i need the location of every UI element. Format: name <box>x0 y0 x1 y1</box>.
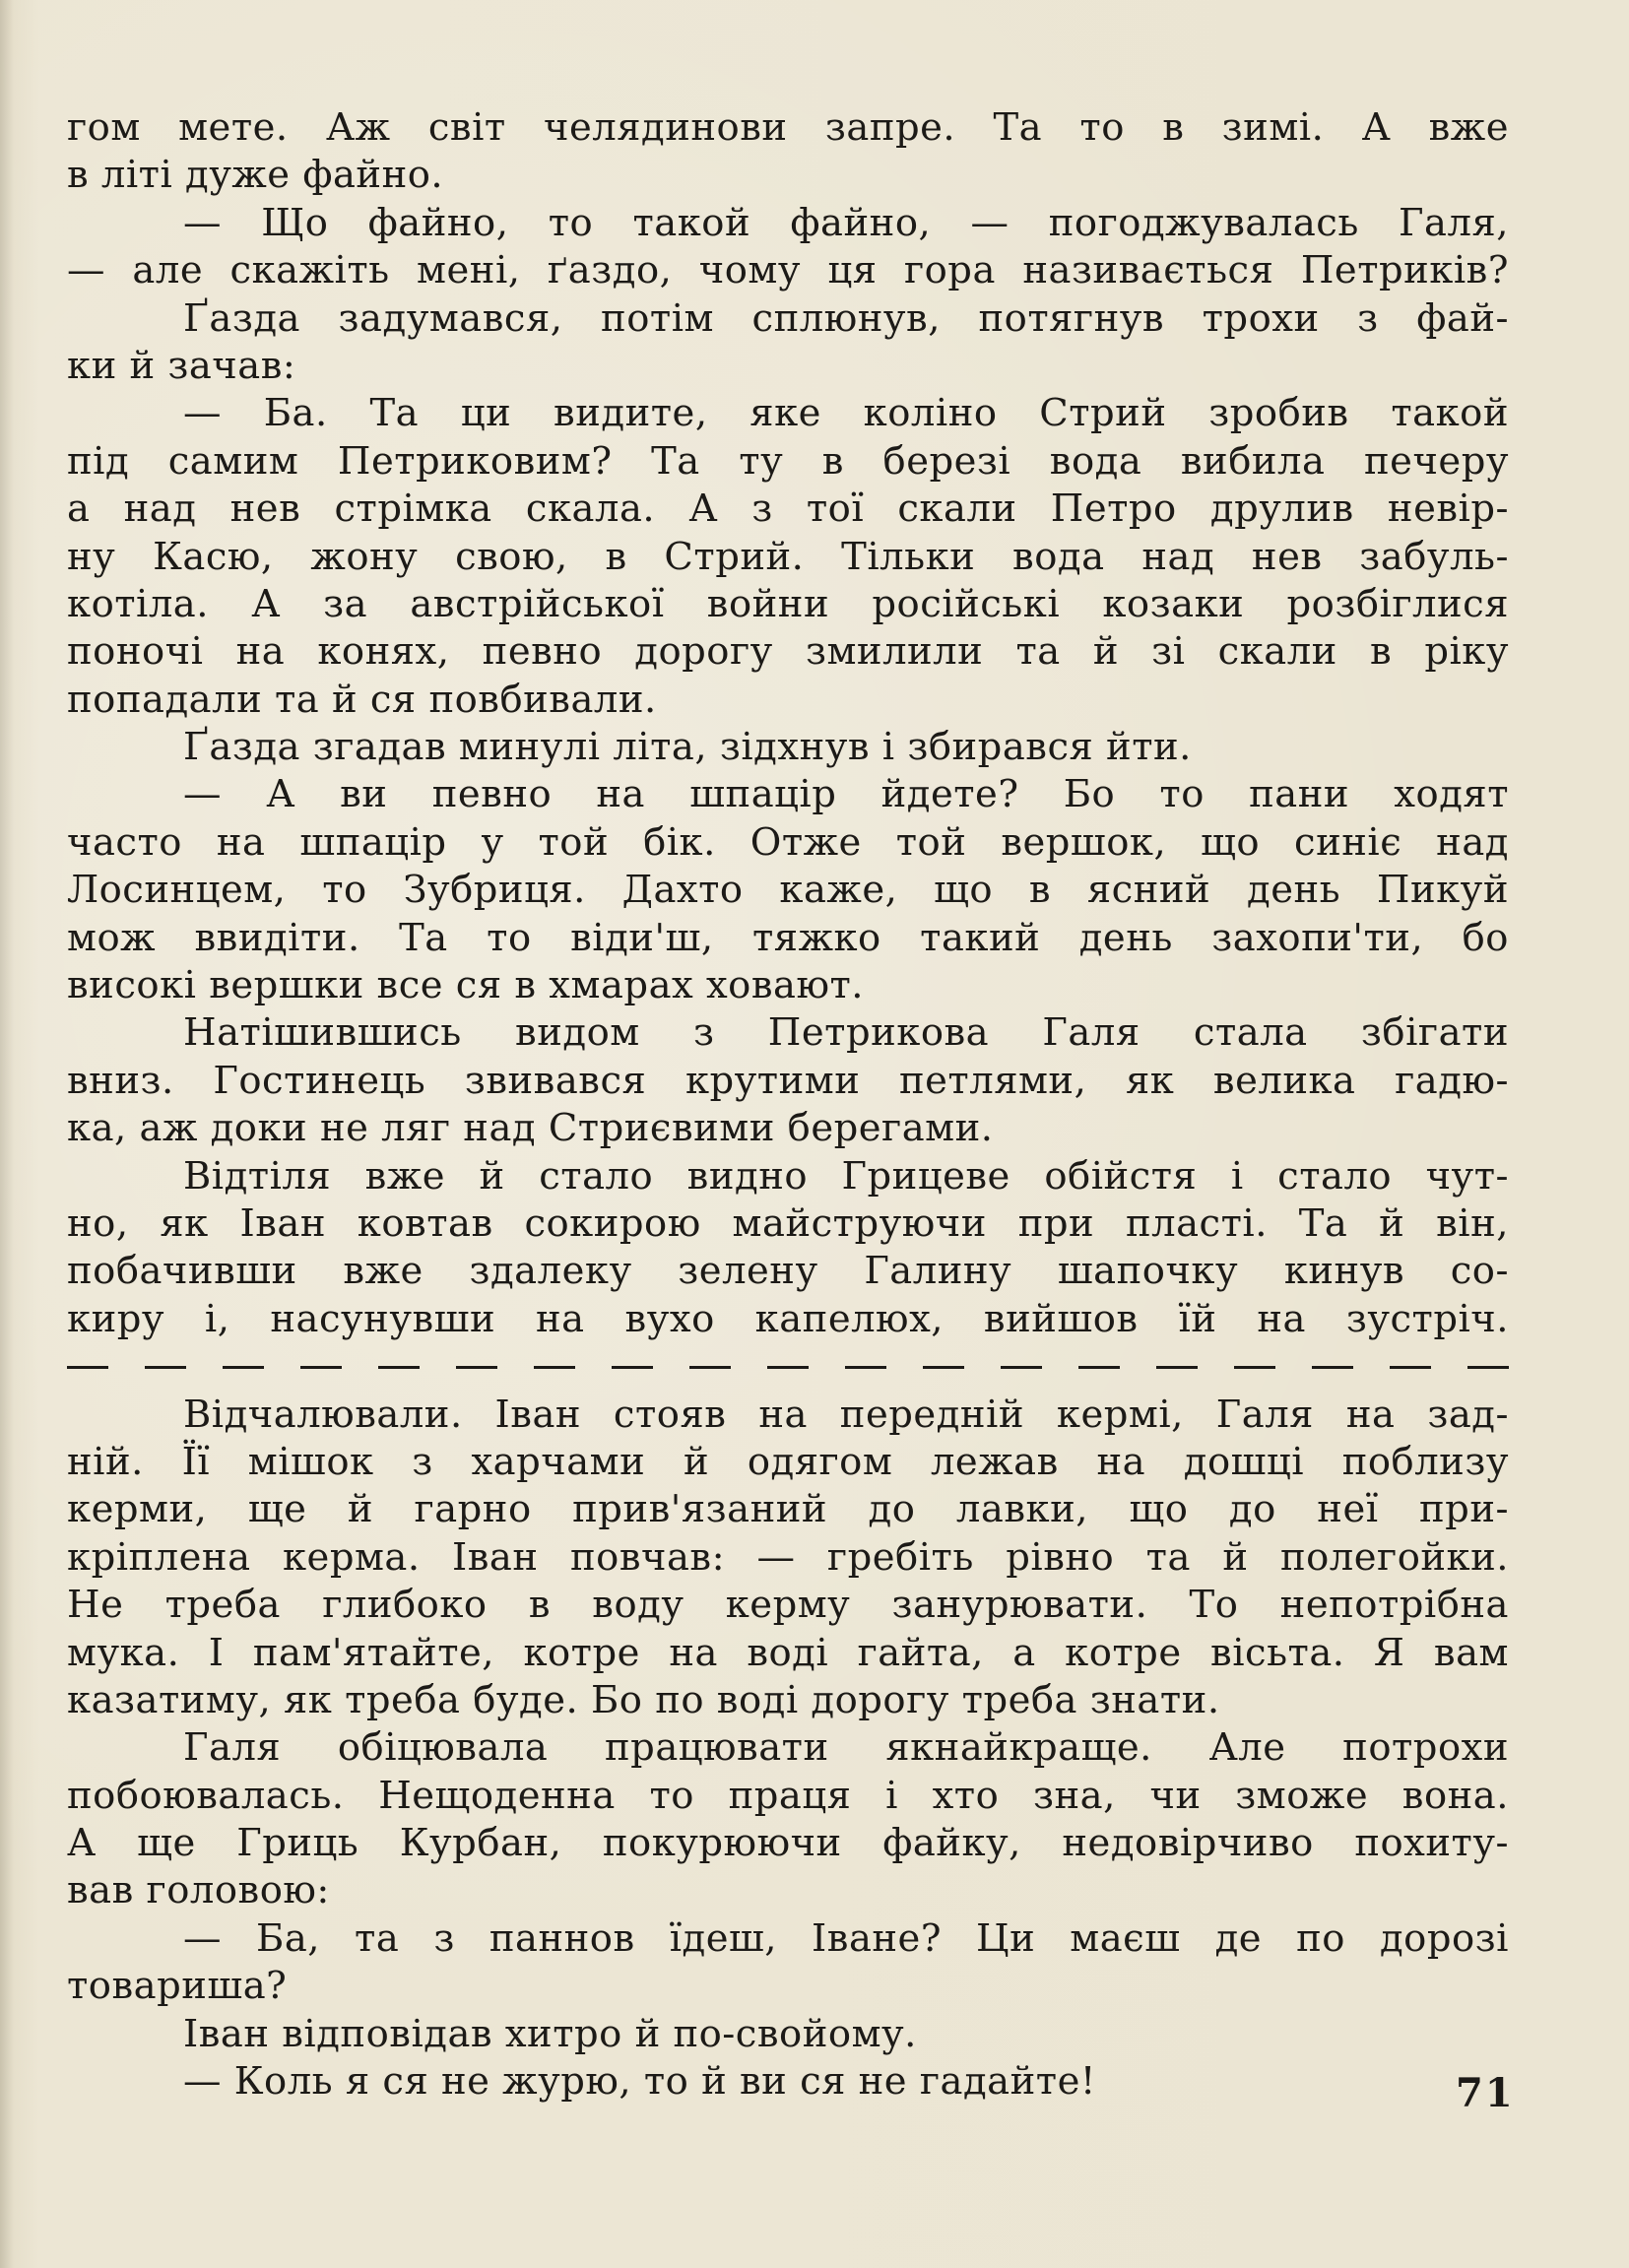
text-line: Відтіля вже й стало видно Грицеве обійстя і стало чут- <box>183 1153 1509 1199</box>
separator-dash <box>534 1366 575 1369</box>
text-line: — А ви певно на шпацір йдете? Бо то пани ходят <box>183 772 1509 817</box>
separator-dash <box>1467 1366 1509 1369</box>
separator-dash <box>145 1366 186 1369</box>
text-line: високі вершки все ся в хмарах ховают. <box>67 963 865 1008</box>
separator-dash <box>1312 1366 1353 1369</box>
body-text <box>67 104 1509 2106</box>
text-line: — Ба. Та ци видите, яке коліно Стрий зробив такой <box>183 391 1509 436</box>
separator-dash <box>923 1366 964 1369</box>
text-line: Не треба глибоко в воду керму занурювати. То непотрібна <box>67 1583 1509 1628</box>
text-line: вав головою: <box>67 1868 330 1913</box>
text-line: товариша? <box>67 1964 288 2009</box>
separator-dash <box>1156 1366 1198 1369</box>
text-line: мож ввидіти. Та то віди'ш, тяжко такий день захопи'ти, бо <box>67 915 1509 960</box>
text-line: А ще Гриць Курбан, покурюючи файку, недовірчиво похиту- <box>67 1821 1509 1866</box>
separator-dash <box>767 1366 809 1369</box>
page-number: 71 <box>1456 2070 1515 2116</box>
text-line: ка, аж доки не ляг над Стриєвими берегами. <box>67 1106 994 1151</box>
separator-dash <box>612 1366 653 1369</box>
text-line: в літі дуже файно. <box>67 153 444 198</box>
text-line: Натішившись видом з Петрикова Галя стала збігати <box>183 1010 1509 1056</box>
text-line: мука. І пам'ятайте, котре на воді гайта, а котре вісьта. Я вам <box>67 1630 1509 1675</box>
separator-dash <box>223 1366 264 1369</box>
text-line: котіла. А за австрійської войни російські козаки розбіглися <box>67 581 1509 626</box>
separator-dash <box>1078 1366 1120 1369</box>
separator-dash <box>1390 1366 1431 1369</box>
separator-dash <box>378 1366 420 1369</box>
text-line: поночі на конях, певно дорогу змилили та й зі скали в ріку <box>67 629 1509 675</box>
text-line: гом мете. Аж світ челядинови запре. Та то в зимі. А вже <box>67 105 1509 150</box>
text-line: казатиму, як треба буде. Бо по воді дорогу треба знати. <box>67 1677 1220 1722</box>
text-line: Галя обіцювала працювати якнайкраще. Але потрохи <box>183 1725 1509 1771</box>
text-line: а над нев стрімка скала. А з тої скали Петро друлив невір- <box>67 486 1509 532</box>
separator-dash <box>689 1366 731 1369</box>
text-line: — Що файно, то такой файно, — погоджувалась Галя, <box>183 200 1509 245</box>
text-line: киру і, насунувши на вухо капелюх, вийшов їй на зустріч. <box>67 1296 1509 1341</box>
separator-dash <box>1234 1366 1275 1369</box>
separator-dash <box>300 1366 342 1369</box>
text-line: Відчалювали. Іван стояв на передній кермі, Галя на зад- <box>183 1392 1509 1437</box>
separator-dash <box>67 1366 108 1369</box>
text-line: попадали та й ся повбивали. <box>67 677 657 722</box>
text-line: вниз. Гостинець звивався крутими петлями, як велика гадю- <box>67 1058 1509 1103</box>
text-line: Ґазда згадав минулі літа, зідхнув і збирався йти. <box>183 725 1192 770</box>
text-line: ну Касю, жону свою, в Стрий. Тільки вода над нев забуль- <box>67 534 1509 579</box>
text-line: но, як Іван ковтав сокирою майструючи при пласті. Та й він, <box>67 1200 1509 1246</box>
text-line: побачивши вже здалеку зелену Галину шапочку кинув со- <box>67 1249 1509 1294</box>
text-line: побоювалась. Нещоденна то праця і хто зна, чи зможе вона. <box>67 1773 1509 1818</box>
section-separator <box>67 1343 1509 1391</box>
text-line: часто на шпацір у той бік. Отже той вершок, що синіє над <box>67 819 1509 865</box>
text-line: — але скажіть мені, ґаздо, чому ця гора називається Петриків? <box>67 248 1509 293</box>
text-line: Ґазда задумався, потім сплюнув, потягнув трохи з фай- <box>183 295 1509 341</box>
text-line: під самим Петриковим? Та ту в березі вода вибила печеру <box>67 438 1509 484</box>
text-line: Іван відповідав хитро й по-свойому. <box>183 2011 917 2056</box>
text-line: ній. Її мішок з харчами й одягом лежав на дошці поблизу <box>67 1439 1509 1484</box>
separator-dash <box>845 1366 886 1369</box>
separator-dash <box>1001 1366 1042 1369</box>
text-line: кріплена керма. Іван повчав: — гребіть рівно та й полегойки. <box>67 1534 1509 1580</box>
text-line: — Коль я ся не журю, то й ви ся не гадайте! <box>183 2059 1096 2105</box>
text-line: Лосинцем, то Зубриця. Дахто каже, що в ясний день Пикуй <box>67 868 1509 913</box>
text-line: ки й зачав: <box>67 343 296 388</box>
text-line: керми, ще й гарно прив'язаний до лавки, що до неї при- <box>67 1487 1509 1532</box>
separator-dash <box>456 1366 497 1369</box>
text-line: — Ба, та з паннов їдеш, Іване? Ци маєш де по дорозі <box>183 1915 1509 1961</box>
